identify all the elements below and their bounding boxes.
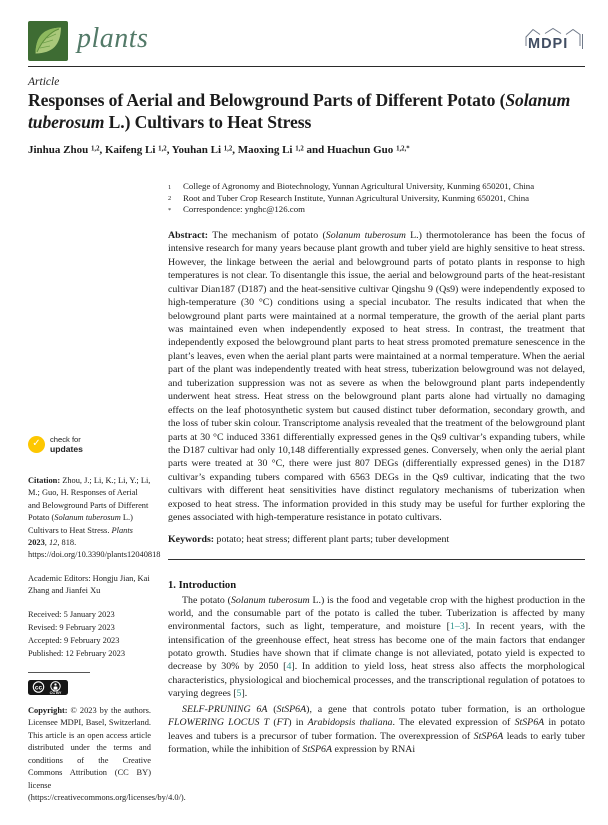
- keywords-line: Keywords: potato; heat stress; different plant parts; tuber development: [168, 533, 450, 545]
- affiliation-marker: 2: [168, 195, 172, 203]
- journal-header: [28, 20, 585, 62]
- correspondence-line[interactable]: * Correspondence: ynghc@126.com: [168, 204, 585, 216]
- check-icon: ✓: [28, 436, 45, 453]
- check-for-updates-label: check for updates: [50, 435, 83, 454]
- published-date: Published: 12 February 2023: [28, 648, 126, 658]
- reference-link[interactable]: 5: [236, 687, 242, 699]
- reference-link[interactable]: 4: [286, 661, 292, 673]
- check-for-updates-badge[interactable]: [28, 436, 151, 453]
- header-divider: [28, 66, 585, 67]
- copyright-note: Copyright: © 2023 by the authors. Licensee MDPI, Basel, Switzerland. This article is an open access article distributed under the terms and conditions of the Creative Commons Attribution (CC BY) license (https://creativecommons.org/licenses/by/4.0/).: [28, 706, 186, 802]
- received-date: Received: 5 January 2023: [28, 609, 115, 619]
- article-title: Responses of Aerial and Belowground Parts of Different Potato (Solanum tuberosum L.) Cultivars to Heat Stress: [28, 90, 571, 132]
- abstract: Abstract: The mechanism of potato (Solanum tuberosum L.) thermotolerance has been the focus of intensive research for many years because plant growth and tuber yield are highly sensitive to heat stress. However, the linkage between the aerial and belowground parts of potato plants in response to high temperatures is not clear. To disentangle this issue, the aerial and belowground parts of the heat-resistant cultivar Dian187 (D187) and the heat-sensitive cultivar Qingshu 9 (Qs9) were independently exposed to high-temperature (30 °C) conditions using a special incubator. The results indicated that when the belowground plant parts were maintained at a normal temperature, the growth of the aerial plant parts was maintained even when independently exposed to heat stress. In contrast, the treatment that independently exposed the belowground plant parts to heat stress promoted premature senescence in the plant’s leaves, even when the aerial plant parts were maintained at a normal temperature. When the aerial part of the plant was independently treated with heat stress, tuberization belowground was not delayed, and tuberization suppression was not as severe as when the belowground plant parts independently underwent heat stress. Heat stress on the belowground plant parts alone had virtually no damaging effects on the leaf photosynthetic system but caused distinct tuber deformation, secondary growth, and the loss of tuber skin colour. Transcriptome analysis revealed that the treatment of the belowground plant parts at 30 °C induced 3361 differentially expressed genes in the Qs9 cultivar’s expanding tubers, while the D187 cultivar had only 10,148 differentially expressed genes. Conversely, when only the aerial plant parts were treated at 30 °C, there were just 807 DEGs (differentially expressed genes) in the D187 cultivar’s expanding tubers compared with 6563 DEGs in the Qs9 cultivar, indicating that the two cultivars with different heat sensitivities have distinct regulatory mechanisms of tuberization when exposed to heat stress. The information provided in this study may be useful for further exploring the genes associated with high-temperature resistance in potato cultivars.: [168, 229, 585, 524]
- cc-by-label: CC BY: [49, 690, 62, 695]
- mdpi-logo-text: MDPI: [528, 36, 569, 52]
- citation-note: Citation: Zhou, J.; Li, K.; Li, Y.; Li, M.; Guo, H. Responses of Aerial and Belowground Parts of Different Potato (Solanum tuberosum L.) Cultivars to Heat Stress. Plants 2023, 12, 818. https://doi.org/10.3390/plants12040818: [28, 476, 161, 560]
- plants-leaf-icon: [28, 21, 68, 61]
- reference-link[interactable]: 1–3: [449, 621, 465, 633]
- cc-by-license-badge[interactable]: [28, 680, 68, 695]
- journal-brand: [28, 21, 148, 61]
- intro-paragraph-2: SELF-PRUNING 6A (StSP6A), a gene that controls potato tuber formation, is an orthologue FLOWERING LOCUS T (FT) in Arabidopsis thaliana. The elevated expression of StSP6A in potato leaves and tubers is a precursor of tuber formation. The overexpression of StSP6A leads to early tuber formation, while the inhibition of StSP6A expression by RNAi: [168, 704, 586, 756]
- sidebar-divider: [28, 672, 90, 673]
- article-meta-sidebar: [28, 435, 186, 804]
- author-line: Jinhua Zhou $^{1,2}$, Kaifeng Li $^{1,2}$, Youhan Li $^{1,2}$, Maoxing Li $^{1,2}$ and Huachun Guo $^{1,2,*}$: [28, 144, 410, 156]
- intro-paragraph-1: The potato (Solanum tuberosum L.) is the food and vegetable crop with the highest production in the world, and the consumable part of the potato is called the tuber. Tuberization is affected by many environmental factors, such as light, temperature, and moisture [1–3]. In recent years, with the intensification of the greenhouse effect, heat stress has become one of the main factors that endanger potato growth. Studies have shown that if climate change is not alleviated, potato yield is expected to decrease by 30% by 2050 [4]. In addition to yield loss, heat stress also affects the morphological characteristics, physiological and biochemical processes, and the transcriptional regulation of potatoes to varying degrees [5].: [168, 594, 586, 699]
- affiliation-marker: 1: [168, 183, 172, 191]
- article-body: [168, 181, 585, 756]
- correspondence-marker: *: [168, 206, 172, 214]
- affiliation-2: 2 Root and Tuber Crop Research Institute, Yunnan Agricultural University, Kunming 650201, China: [168, 193, 585, 205]
- section-heading-introduction: 1. Introduction: [168, 579, 237, 591]
- affiliation-1: 1 College of Agronomy and Biotechnology, Yunnan Agricultural University, Kunming 650201, China: [168, 181, 585, 193]
- svg-text:cc: cc: [34, 684, 43, 692]
- revised-date: Revised: 9 February 2023: [28, 622, 115, 632]
- journal-name: plants: [77, 23, 149, 54]
- academic-editors-note: Academic Editors: Hongju Jian, Kai Zhang and Jianfei Xu: [28, 573, 150, 596]
- article-type-label: Article: [28, 76, 60, 88]
- abstract-divider: [168, 559, 585, 560]
- accepted-date: Accepted: 9 February 2023: [28, 635, 120, 645]
- mdpi-logo: [523, 26, 585, 56]
- article-history: [28, 608, 151, 660]
- affiliations: [168, 181, 585, 216]
